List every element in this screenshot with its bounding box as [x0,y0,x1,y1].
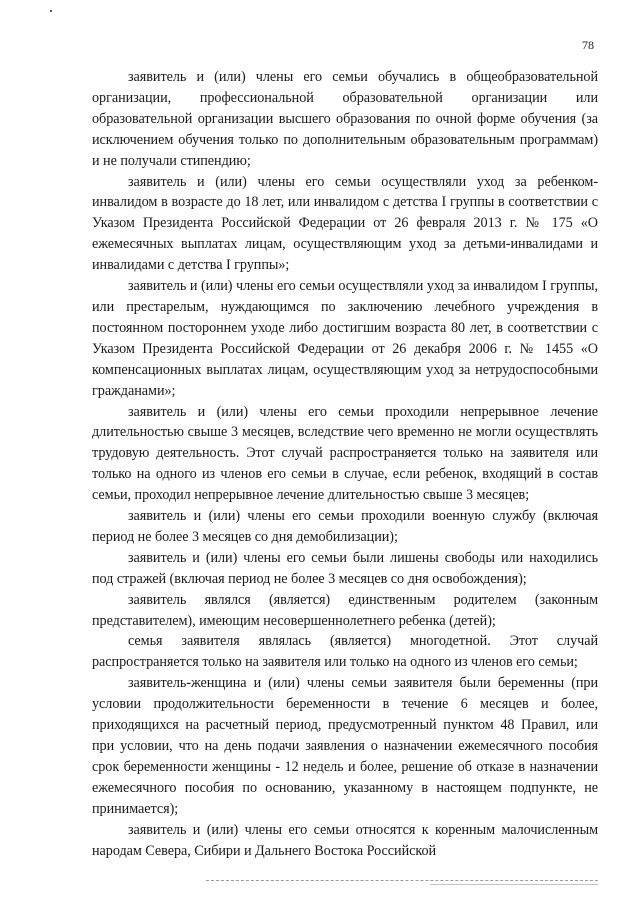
scan-artifact-line-secondary [430,884,598,885]
paragraph-large-family: семья заявителя являлась (является) многодетной. Этот случай распространяется только на заявителя или только на одного из членов его семьи; [92,633,598,671]
paragraph-military-service: заявитель и (или) члены его семьи проходили военную службу (включая период не более 3 месяцев со дня демобилизации); [92,508,598,545]
scan-speck [50,10,52,12]
paragraph-pregnancy: заявитель-женщина и (или) члены семьи заявителя были беременны (при условии продолжительности беременности в течение 6 месяцев и более, приходящихся на расчетный период, предусмотренный пунктом 48 Правил, или при условии, что на день подачи заявления о назначении ежемесячного пособия срок беременности женщины - 12 недель и более, решение об отказе в назначении ежемесячного пособия по основанию, указанному в настоящем подпункте, не принимается); [92,675,598,817]
paragraph-care-disabled-elderly: заявитель и (или) члены его семьи осуществляли уход за инвалидом I группы, или престарелым, нуждающимся по заключению лечебного учреждения в постоянном постороннем уходе либо достигшим возраста 80 лет, в соответствии с Указом Президента Российской Федерации от 26 декабря 2006 г. № 1455 «О компенсационных выплатах лицам, осуществляющим уход за нетрудоспособными гражданами»; [92,278,598,399]
paragraph-care-disabled-child: заявитель и (или) члены его семьи осуществляли уход за ребенком-инвалидом в возрасте до 18 лет, или инвалидом с детства I группы в соответствии с Указом Президента Российской Федерации от 26 февраля 2013 г. № 175 «О ежемесячных выплатах лицам, осуществляющим уход за детьми-инвалидами и инвалидами с детства I группы»; [92,173,598,274]
document-body [92,67,598,861]
paragraph-continuous-treatment: заявитель и (или) члены его семьи проходили непрерывное лечение длительностью свыше 3 месяцев, вследствие чего временно не могли осуществлять трудовую деятельность. Этот случай распространяется только на заявителя или только на одного из членов его семьи в случае, если ребенок, входящий в состав семьи, проходил непрерывное лечение длительностью свыше 3 месяцев; [92,403,598,504]
paragraph-indigenous-peoples: заявитель и (или) члены его семьи относятся к коренным малочисленным народам Севера, Сибири и Дальнего Востока Российской [92,821,598,859]
page-number: 78 [582,38,594,52]
scan-artifact-line [206,880,598,881]
paragraph-single-parent: заявитель являлся (является) единственным родителем (законным представителем), имеющим несовершеннолетнего ребенка (детей); [92,591,598,629]
paragraph-study: заявитель и (или) члены его семьи обучались в общеобразовательной организации, профессиональной образовательной организации или образовательной организации высшего образования по очной форме обучения (за исключением обучения только по дополнительным образовательным программам) и не получали стипендию; [92,69,598,169]
paragraph-imprisonment: заявитель и (или) члены его семьи были лишены свободы или находились под стражей (включая период не более 3 месяцев со дня освобождения); [92,549,598,587]
